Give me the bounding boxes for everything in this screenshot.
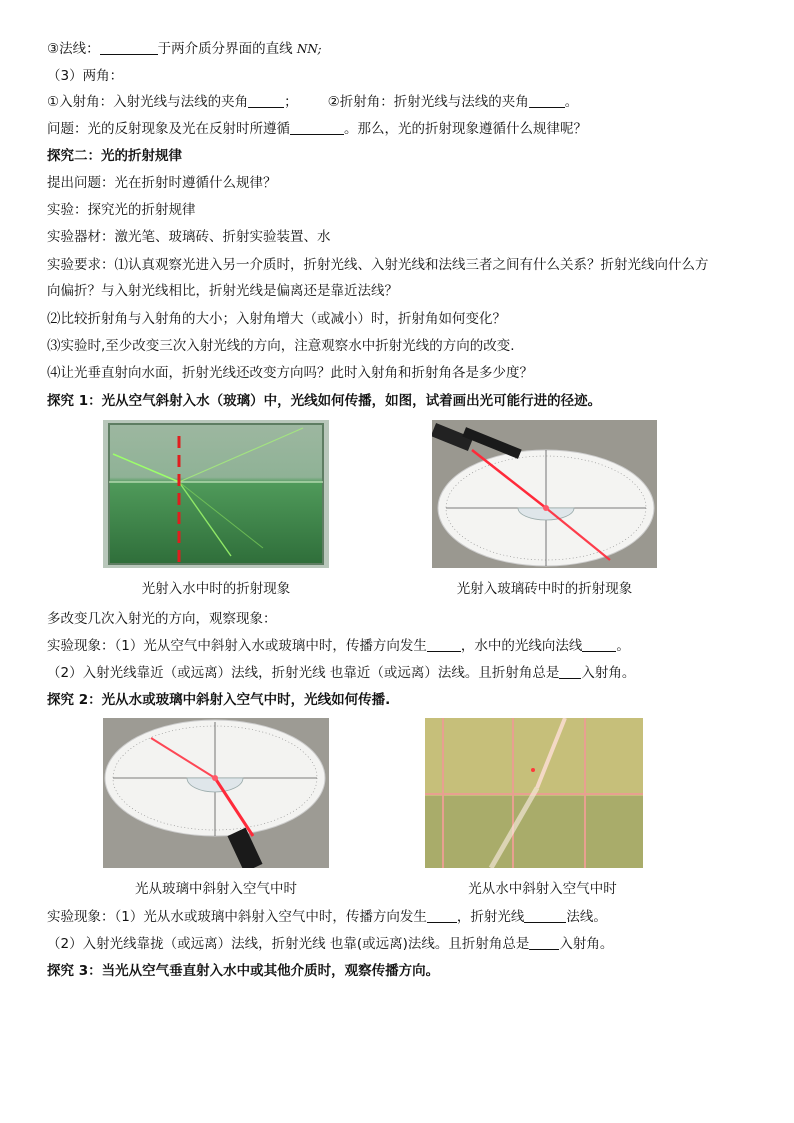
text-segment: 光从玻璃中斜射入空气中时 <box>135 881 297 897</box>
text-segment: ②折射角：折射光线与法线的夹角 <box>327 94 529 110</box>
observation-line <box>47 935 613 953</box>
text-segment: ，折射光线 <box>456 909 525 925</box>
text-segment: 于两介质分界面的直线 <box>157 41 293 57</box>
text-segment: ⑶实验时,至少改变三次入射光线的方向，注意观察水中折射光线的方向的改变. <box>47 338 515 354</box>
text-segment: 。那么，光的折射现象遵循什么规律呢？ <box>344 121 587 137</box>
text-segment: 。 <box>564 94 579 110</box>
fill-blank <box>529 94 565 108</box>
figure-caption <box>432 580 657 598</box>
text-segment: 光射入水中时的折射现象 <box>141 581 291 597</box>
text-segment: 探究 3：当光从空气垂直射入水中或其他介质时，观察传播方向。 <box>47 963 440 979</box>
water-to-air-grid-photo <box>425 718 643 868</box>
text-segment: 法线。 <box>566 909 607 925</box>
text-segment: 向偏折？与入射光线相比，折射光线是偏离还是靠近法线？ <box>47 283 398 299</box>
observation-line <box>47 637 630 655</box>
observation-line <box>47 908 607 926</box>
body-line <box>47 610 277 628</box>
text-segment: NN; <box>296 42 322 56</box>
text-segment: ⑷让光垂直射向水面，折射光线还改变方向吗？此时入射角和折射角各是多少度？ <box>47 365 533 381</box>
body-line <box>47 337 515 355</box>
text-segment: （3）两角： <box>47 68 124 84</box>
fill-blank <box>529 936 559 950</box>
fill-blank <box>427 909 457 923</box>
text-segment: 实验要求：⑴认真观察光进入另一介质时，折射光线、入射光线和法线三者之间有什么关系？折射光线向什么方 <box>47 257 709 273</box>
two-angles-heading <box>47 67 123 85</box>
text-segment: 入射角。 <box>581 665 636 681</box>
text-segment: 探究二：光的折射规律 <box>47 148 182 164</box>
section-heading <box>47 147 182 165</box>
text-segment: 实验：探究光的折射规律 <box>47 202 196 218</box>
text-segment: ①入射角：入射光线与法线的夹角 <box>47 94 249 110</box>
text-segment: 探究 2：光从水或玻璃中斜射入空气中时，光线如何传播. <box>47 692 391 708</box>
glass-brick-protractor-photo <box>432 420 657 568</box>
fill-blank <box>100 41 158 55</box>
body-line <box>47 174 277 192</box>
body-line <box>47 282 398 300</box>
text-segment: 光射入玻璃砖中时的折射现象 <box>456 581 633 597</box>
body-line <box>47 310 506 328</box>
body-line <box>47 228 331 246</box>
text-segment: 。 <box>616 638 630 654</box>
text-segment: 探究 1：光从空气斜射入水（玻璃）中，光线如何传播，如图，试着画出光可能行进的径迹。 <box>47 393 602 409</box>
protractor-glass-to-air-photo <box>103 718 329 868</box>
text-segment: 实验现象：（1）光从空气中斜射入水或玻璃中时，传播方向发生 <box>47 638 427 654</box>
text-segment: 光从水中斜射入空气中时 <box>468 881 617 897</box>
body-line <box>47 364 533 382</box>
text-segment: 实验器材：激光笔、玻璃砖、折射实验装置、水 <box>47 229 331 245</box>
figure-caption <box>103 580 329 598</box>
figure-caption <box>425 880 660 898</box>
observation-line <box>47 664 635 682</box>
text-segment: （2）入射光线靠近（或远离）法线，折射光线 也靠近（或远离）法线。且折射角总是 <box>47 665 560 681</box>
fill-blank <box>559 665 581 679</box>
fill-blank <box>524 909 566 923</box>
text-segment: ； <box>284 94 298 110</box>
text-segment: 实验现象：（1）光从水或玻璃中斜射入空气中时，传播方向发生 <box>47 909 427 925</box>
body-line <box>47 691 390 709</box>
body-line <box>47 392 601 410</box>
text-segment: 入射角。 <box>559 936 614 952</box>
text-segment: 多改变几次入射光的方向，观察现象： <box>47 611 277 627</box>
question-line <box>47 120 587 138</box>
angles-definition <box>47 93 578 111</box>
text-segment: 提出问题：光在折射时遵循什么规律？ <box>47 175 277 191</box>
water-tank-photo <box>103 420 329 568</box>
text-segment: 问题：光的反射现象及光在反射时所遵循 <box>47 121 290 137</box>
body-line <box>47 962 439 980</box>
fill-blank <box>582 638 616 652</box>
body-line <box>47 256 709 274</box>
text-segment: ⑵比较折射角与入射角的大小；入射角增大（或减小）时，折射角如何变化？ <box>47 311 506 327</box>
normal-line-definition <box>47 40 322 58</box>
text-segment: ③法线： <box>47 41 100 57</box>
fill-blank <box>290 121 344 135</box>
text-segment: （2）入射光线靠拢（或远离）法线，折射光线 也靠(或远离)法线。且折射角总是 <box>47 936 530 952</box>
body-line <box>47 201 196 219</box>
fill-blank <box>427 638 461 652</box>
text-segment: ，水中的光线向法线 <box>460 638 583 654</box>
figure-caption <box>103 880 329 898</box>
fill-blank <box>248 94 284 108</box>
